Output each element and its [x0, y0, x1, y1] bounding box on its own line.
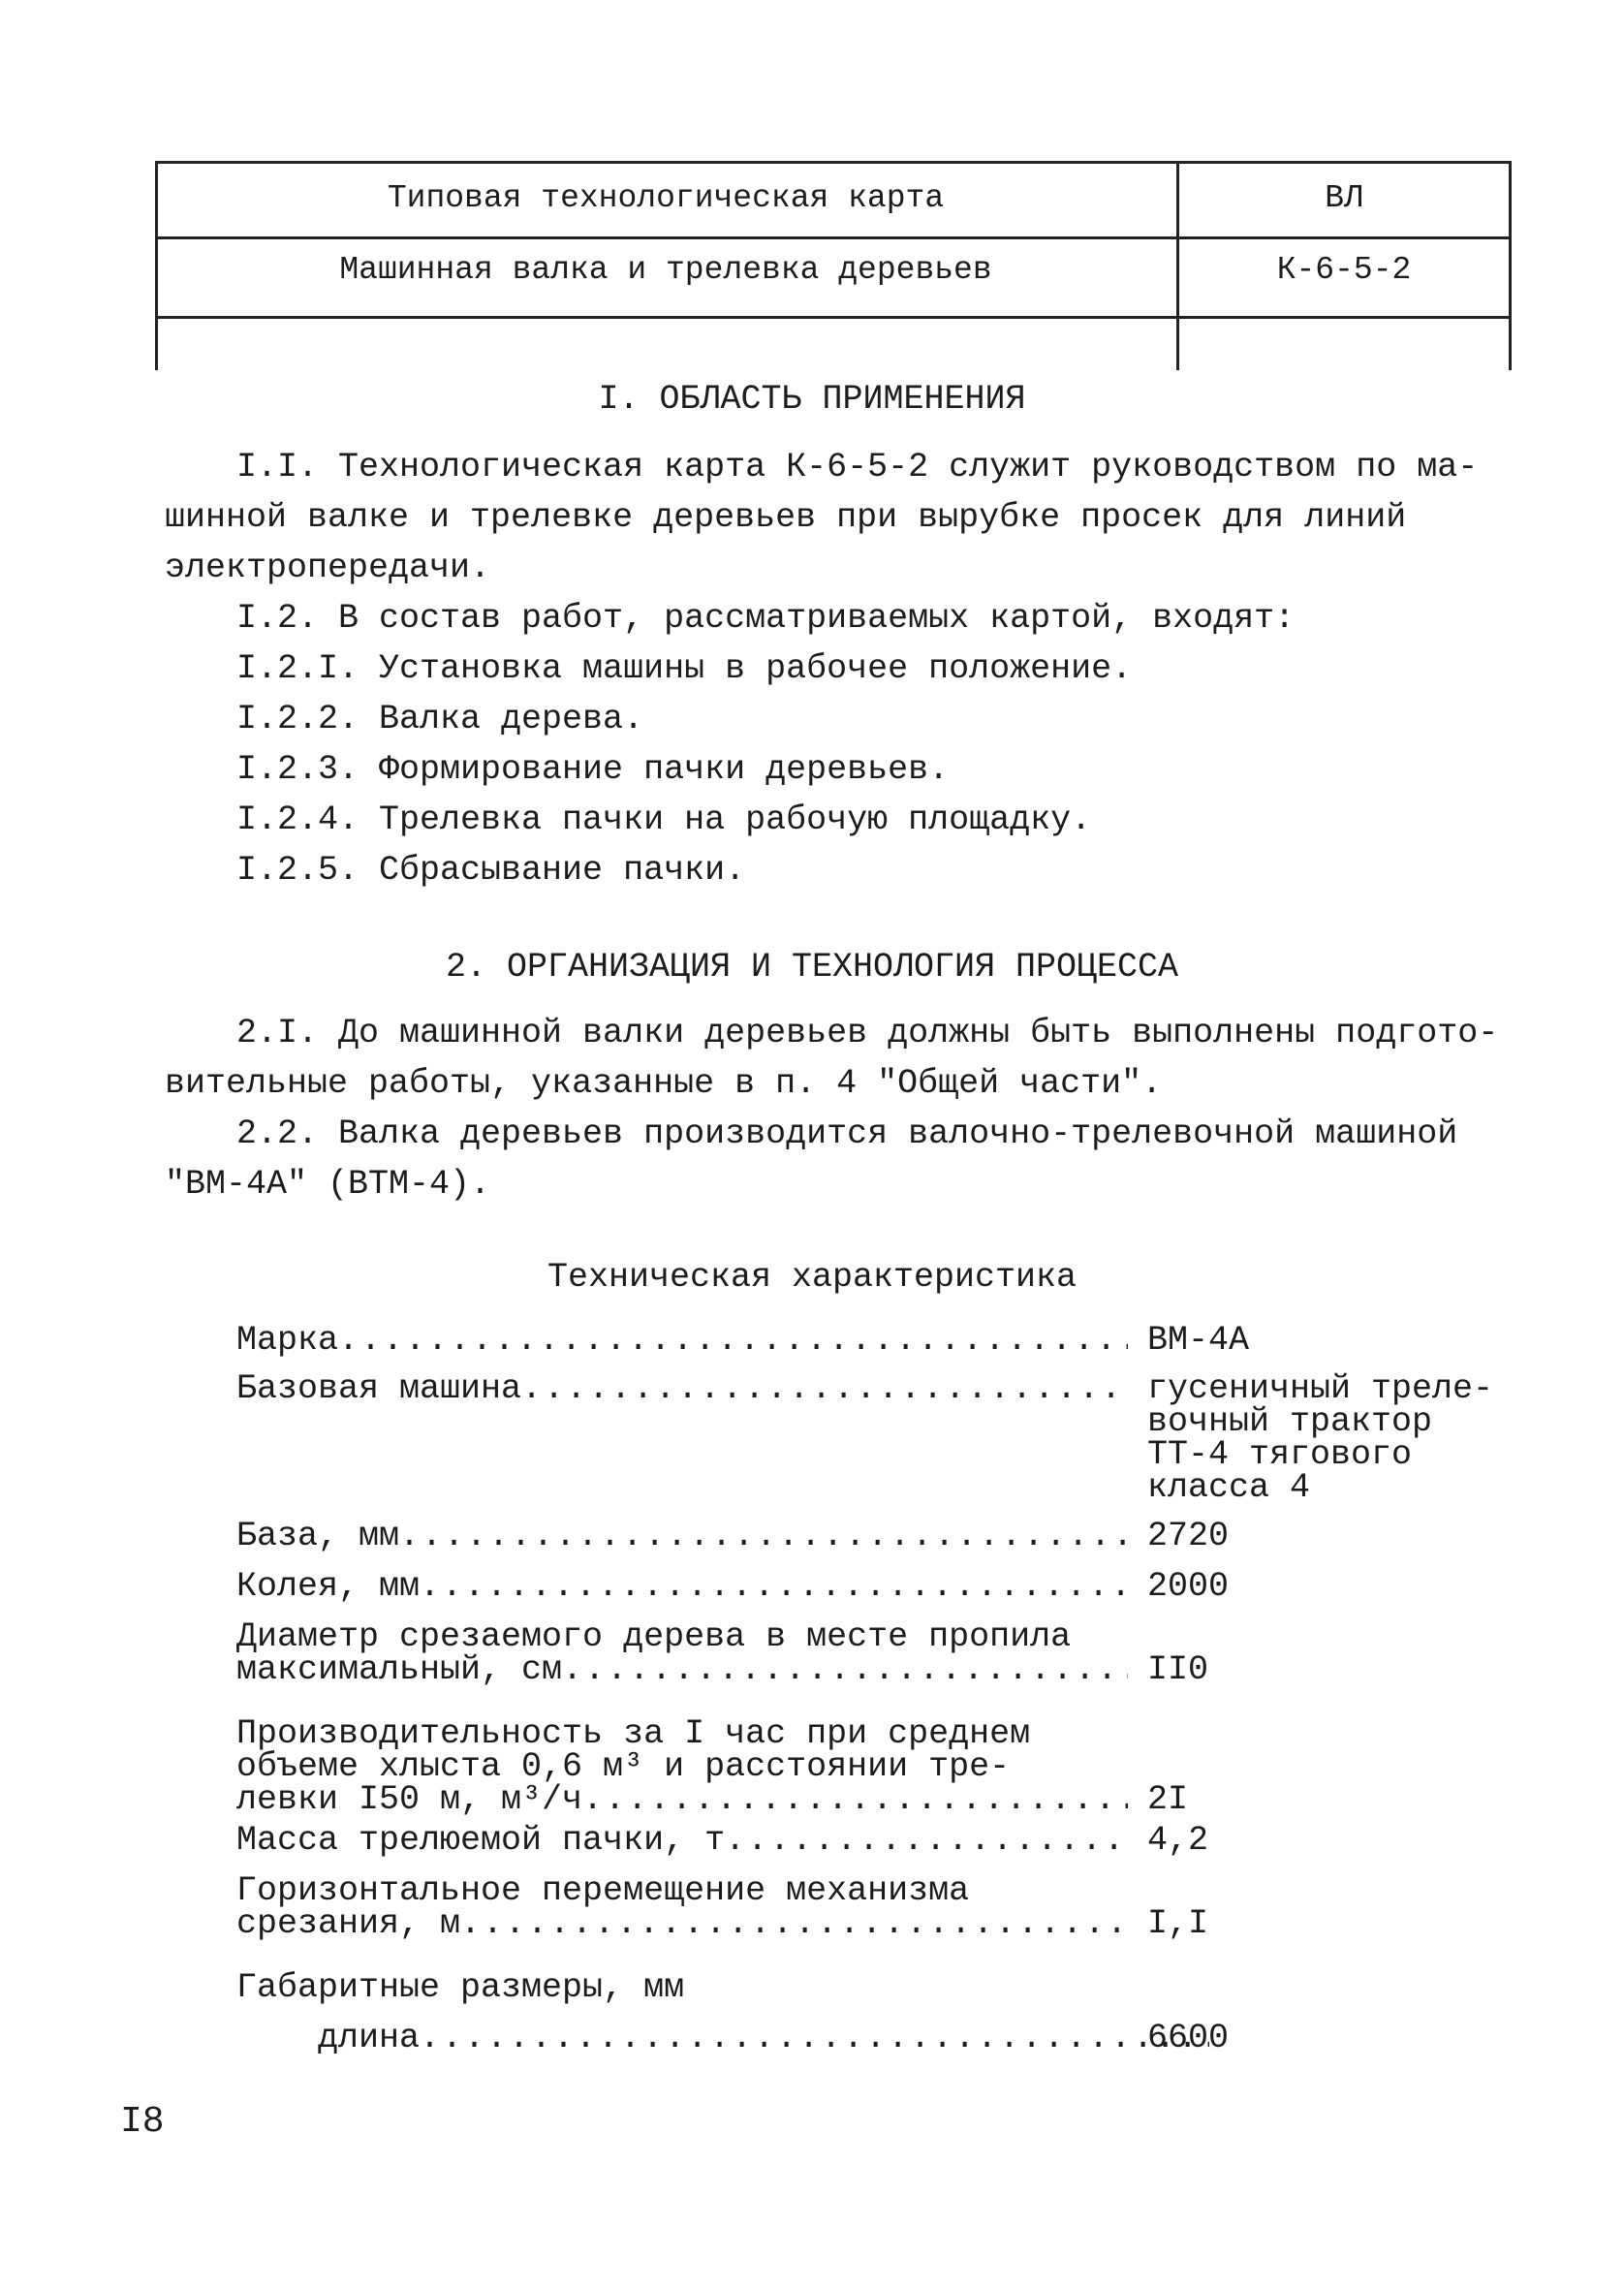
leader-dots: [562, 1653, 1128, 1686]
spec-value: [1147, 1517, 1535, 1555]
para-2-2-line-1: 2.2. Валка деревьев производится валочно-трелевочной машиной: [236, 1114, 1458, 1153]
spec-label-text: Масса трелюемой пачки, т: [236, 1821, 726, 1860]
leader-dots: [399, 1520, 1128, 1553]
spec-value-text: II0: [1147, 1650, 1209, 1689]
para-1-1-line-2: шинной валке и трелевке деревьев при вырубке просек для линий: [165, 498, 1407, 537]
para-1-2: I.2. В состав работ, рассматриваемых картой, входят:: [236, 599, 1296, 638]
section-2-heading: 2. ОРГАНИЗАЦИЯ И ТЕХНОЛОГИЯ ПРОЦЕССА: [445, 948, 1179, 987]
leader-dots: [420, 2022, 1209, 2055]
leader-dots: [338, 1324, 1128, 1357]
header-category-code: ВЛ: [1325, 180, 1363, 216]
spec-label-text: Марка: [236, 1321, 339, 1360]
spec-label: [236, 1620, 1128, 1689]
spec-label-text: левки I50 м, м³/ч: [236, 1780, 583, 1819]
spec-label-text: Производительность за I час при среднем: [236, 1717, 1031, 1750]
spec-value: [1147, 1904, 1535, 1943]
spec-value: [1147, 1650, 1535, 1689]
table-divider-1: [155, 236, 1512, 239]
leader-dots: [420, 1570, 1128, 1603]
spec-value: [1147, 1780, 1535, 1819]
spec-value-text: 2000: [1147, 1567, 1230, 1606]
spec-value-text: ТТ-4 тягового: [1147, 1435, 1413, 1474]
spec-label-text: срезания, м: [236, 1904, 461, 1943]
spec-value: [1147, 1369, 1535, 1507]
para-2-1-line-1: 2.I. До машинной валки деревьев должны быть выполнены подгото-: [236, 1014, 1499, 1052]
table-border-top: [155, 161, 1512, 164]
spec-label: [236, 1567, 1128, 1606]
spec-label-text: Горизонтальное перемещение механизма: [236, 1874, 970, 1907]
spec-label-text: максимальный, см: [236, 1650, 563, 1689]
header-doc-title: Машинная валка и трелевка деревьев: [339, 252, 992, 288]
spec-label: [236, 1321, 1128, 1360]
spec-label-text: База, мм: [236, 1517, 400, 1555]
spec-label-text: Диаметр срезаемого дерева в месте пропила: [236, 1620, 1072, 1653]
spec-value-text: 2I: [1147, 1780, 1189, 1819]
spec-value: [1147, 2019, 1535, 2057]
spec-label: [236, 1717, 1128, 1819]
list-item: I.2.3. Формирование пачки деревьев.: [236, 750, 950, 789]
leader-dots: [521, 1372, 1128, 1405]
spec-value: [1147, 1567, 1535, 1606]
spec-value-text: 2720: [1147, 1517, 1230, 1555]
spec-value: [1147, 1321, 1535, 1360]
list-item: I.2.4. Трелевка пачки на рабочую площадку.: [236, 800, 1092, 839]
header-doc-code: К-6-5-2: [1276, 252, 1412, 288]
spec-label-text: Колея, мм: [236, 1567, 421, 1606]
spec-label-text: объеме хлыста 0,6 м³ и расстоянии тре-: [236, 1750, 1011, 1783]
leader-dots: [582, 1783, 1128, 1816]
header-stamp-table: [155, 161, 1512, 370]
para-1-1-line-3: электропередачи.: [165, 549, 491, 587]
page-number: I8: [120, 2101, 165, 2143]
para-2-1-line-2: вительные работы, указанные в п. 4 "Общей части".: [165, 1064, 1163, 1103]
list-item: I.2.5. Сбрасывание пачки.: [236, 851, 746, 890]
spec-value: [1147, 1821, 1535, 1860]
spec-value-text: вочный трактор: [1147, 1402, 1433, 1441]
spec-value-text: гусеничный треле-: [1147, 1369, 1494, 1408]
spec-value-text: 4,2: [1147, 1821, 1209, 1860]
leader-dots: [725, 1824, 1128, 1857]
section-1-heading: I. ОБЛАСТЬ ПРИМЕНЕНИЯ: [598, 380, 1026, 419]
spec-label: [236, 1821, 1128, 1860]
spec-label: [236, 1369, 1128, 1408]
table-divider-2: [155, 316, 1512, 319]
para-2-2-line-2: "ВМ-4А" (ВТМ-4).: [165, 1165, 491, 1204]
leader-dots: [460, 1907, 1128, 1940]
list-item: I.2.2. Валка дерева.: [236, 700, 644, 738]
spec-label-text: Габаритные размеры, мм: [236, 1971, 685, 2004]
specs-title: Техническая характеристика: [547, 1258, 1077, 1297]
para-1-1-line-1: I.I. Технологическая карта К-6-5-2 служит руководством по ма-: [236, 448, 1479, 486]
list-item: I.2.I. Установка машины в рабочее положение.: [236, 649, 1133, 688]
spec-value-text: I,I: [1147, 1904, 1209, 1943]
spec-value-text: класса 4: [1147, 1468, 1311, 1507]
spec-label: [318, 2019, 1209, 2057]
table-border-right: [1509, 161, 1512, 370]
spec-label: [236, 1517, 1128, 1555]
header-doc-type: Типовая технологическая карта: [387, 180, 945, 216]
spec-label: [236, 1971, 1128, 2004]
spec-value-text: 6600: [1147, 2019, 1230, 2057]
spec-label-text: Базовая машина: [236, 1369, 522, 1408]
spec-label: [236, 1874, 1128, 1943]
spec-value-text: ВМ-4А: [1147, 1321, 1250, 1360]
spec-label-text: длина: [318, 2019, 421, 2057]
